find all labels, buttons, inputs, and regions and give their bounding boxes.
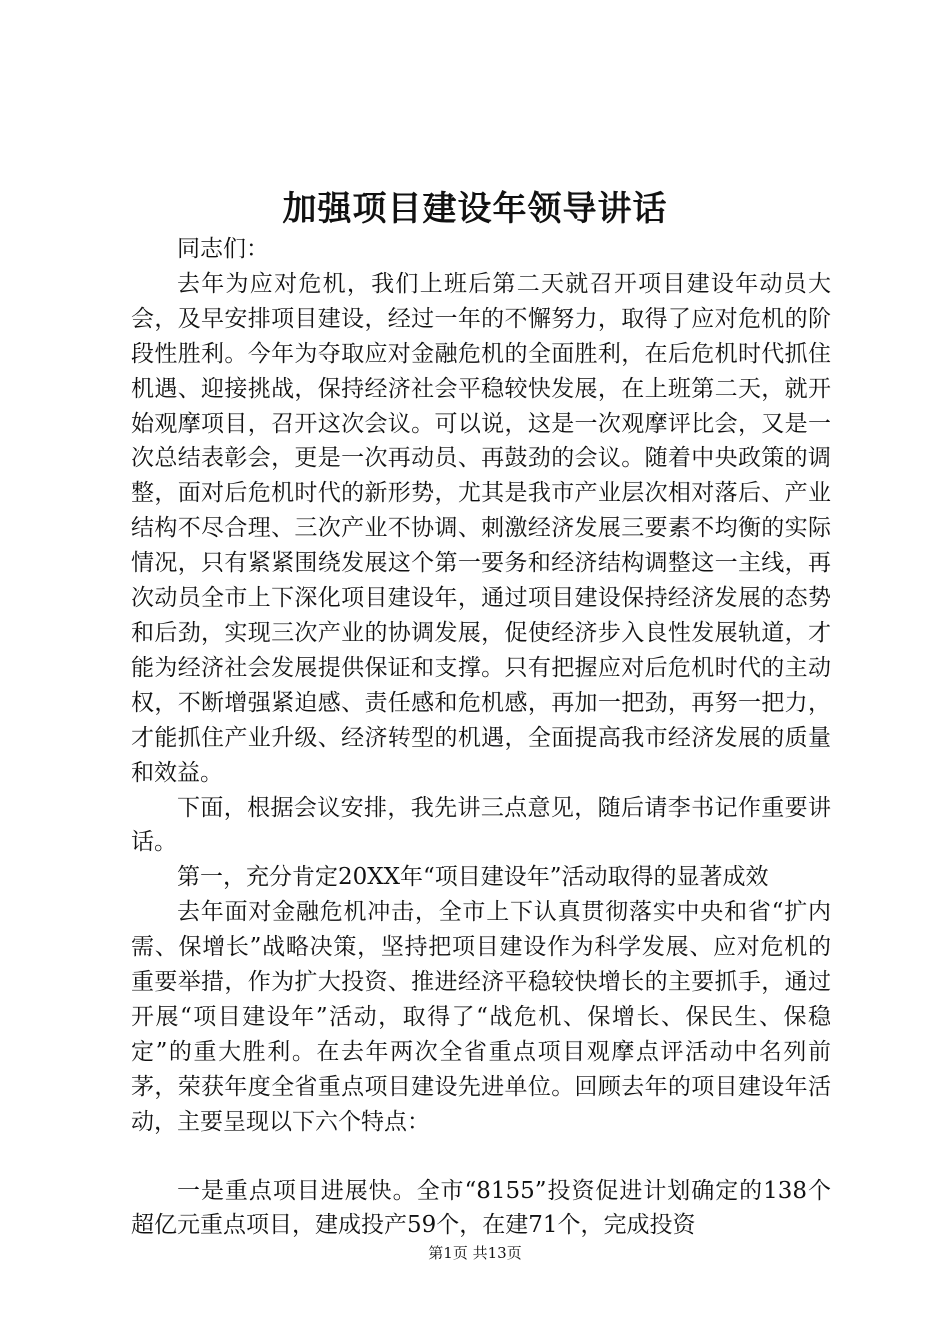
- section-heading: 第一，充分肯定20XX年“项目建设年”活动取得的显著成效: [177, 864, 769, 891]
- paragraph: 下面，根据会议安排，我先讲三点意见，随后请李书记作重要讲话。: [131, 794, 831, 856]
- page-footer: 第1页 共13页: [428, 1244, 522, 1262]
- paragraph: 去年面对金融危机冲击，全市上下认真贯彻落实中央和省“扩内需、保增长”战略决策，坚持把项目建设作为科学发展、应对危机的重要举措，作为扩大投资、推进经济平稳较快增长的主要抓手，通过开展“项目建设年”活动，取得了“战危机、保增长、保民生、保稳定”的重大胜利。在去年两次全省重点项目观摩点评活动中名列前茅，荣获年度全省重点项目建设先进单位。回顾去年的项目建设年活动，主要呈现以下六个特点：: [131, 899, 831, 1135]
- salutation: 同志们：: [177, 236, 269, 262]
- paragraph: 去年为应对危机，我们上班后第二天就召开项目建设年动员大会，及早安排项目建设，经过一年的不懈努力，取得了应对危机的阶段性胜利。今年为夺取应对金融危机的全面胜利，在后危机时代抓住机遇、迎接挑战，保持经济社会平稳较快发展，在上班第二天，就开始观摩项目，召开这次会议。可以说，这是一次观摩评比会，又是一次总结表彰会，更是一次再动员、再鼓劲的会议。随着中央政策的调整，面对后危机时代的新形势，尤其是我市产业层次相对落后、产业结构不尽合理、三次产业不协调、刺激经济发展三要素不均衡的实际情况，只有紧紧围绕发展这个第一要务和经济结构调整这一主线，再次动员全市上下深化项目建设年，通过项目建设保持经济发展的态势和后劲，实现三次产业的协调发展，促使经济步入良性发展轨道，才能为经济社会发展提供保证和支撑。只有把握应对后危机时代的主动权，不断增强紧迫感、责任感和危机感，再加一把劲，再努一把力，才能抓住产业升级、经济转型的机遇，全面提高我市经济发展的质量和效益。: [131, 270, 831, 786]
- paragraph: 一是重点项目进展快。全市“8155”投资促进计划确定的138个超亿元重点项目，建成投产59个，在建71个，完成投资: [131, 1177, 831, 1239]
- document-body: [131, 232, 831, 1243]
- document-title: 加强项目建设年领导讲话: [282, 189, 668, 229]
